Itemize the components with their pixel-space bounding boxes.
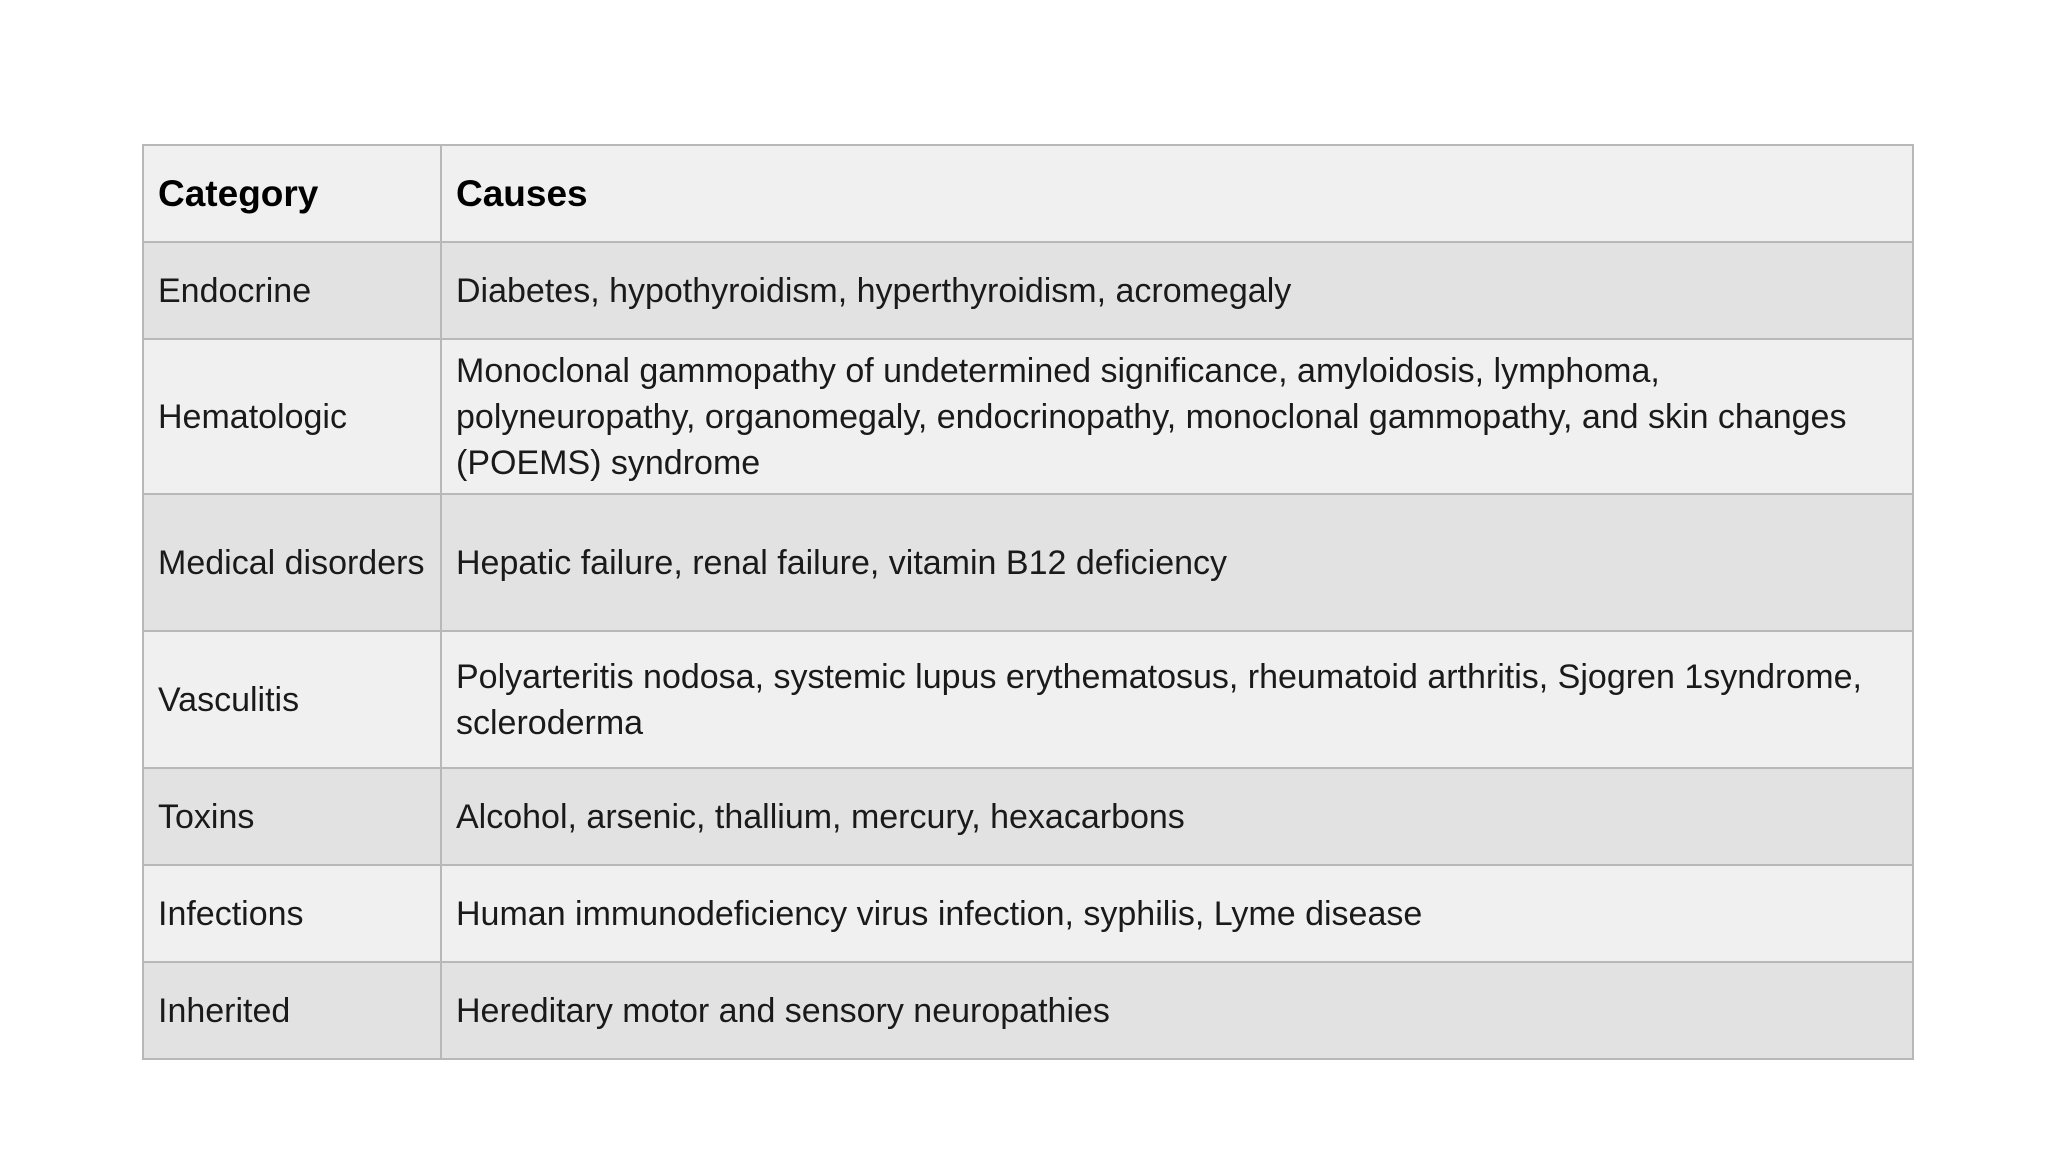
category-cell: Endocrine xyxy=(143,242,441,339)
table-header-row xyxy=(143,145,1913,242)
category-cell: Hematologic xyxy=(143,339,441,494)
causes-cell: Human immunodeficiency virus infection, syphilis, Lyme disease xyxy=(441,865,1913,962)
causes-cell: Hepatic failure, renal failure, vitamin B12 deficiency xyxy=(441,494,1913,631)
causes-cell: Diabetes, hypothyroidism, hyperthyroidism, acromegaly xyxy=(441,242,1913,339)
causes-table-container xyxy=(142,144,1912,1060)
table-row xyxy=(143,339,1913,494)
header-category: Category xyxy=(143,145,441,242)
category-cell: Vasculitis xyxy=(143,631,441,768)
header-causes: Causes xyxy=(441,145,1913,242)
table-row xyxy=(143,631,1913,768)
causes-cell: Monoclonal gammopathy of undetermined significance, amyloidosis, lymphoma, polyneuropathy, organomegaly, endocrinopathy, monoclonal gammopathy, and skin changes (POEMS) syndrome xyxy=(441,339,1913,494)
category-cell: Medical disorders xyxy=(143,494,441,631)
table-row xyxy=(143,242,1913,339)
causes-cell: Hereditary motor and sensory neuropathies xyxy=(441,962,1913,1059)
category-cell: Toxins xyxy=(143,768,441,865)
table-row xyxy=(143,962,1913,1059)
category-cell: Infections xyxy=(143,865,441,962)
causes-cell: Alcohol, arsenic, thallium, mercury, hexacarbons xyxy=(441,768,1913,865)
causes-cell: Polyarteritis nodosa, systemic lupus erythematosus, rheumatoid arthritis, Sjogren 1syndrome, scleroderma xyxy=(441,631,1913,768)
table-row xyxy=(143,768,1913,865)
table-row xyxy=(143,494,1913,631)
causes-table xyxy=(142,144,1914,1060)
category-cell: Inherited xyxy=(143,962,441,1059)
table-row xyxy=(143,865,1913,962)
